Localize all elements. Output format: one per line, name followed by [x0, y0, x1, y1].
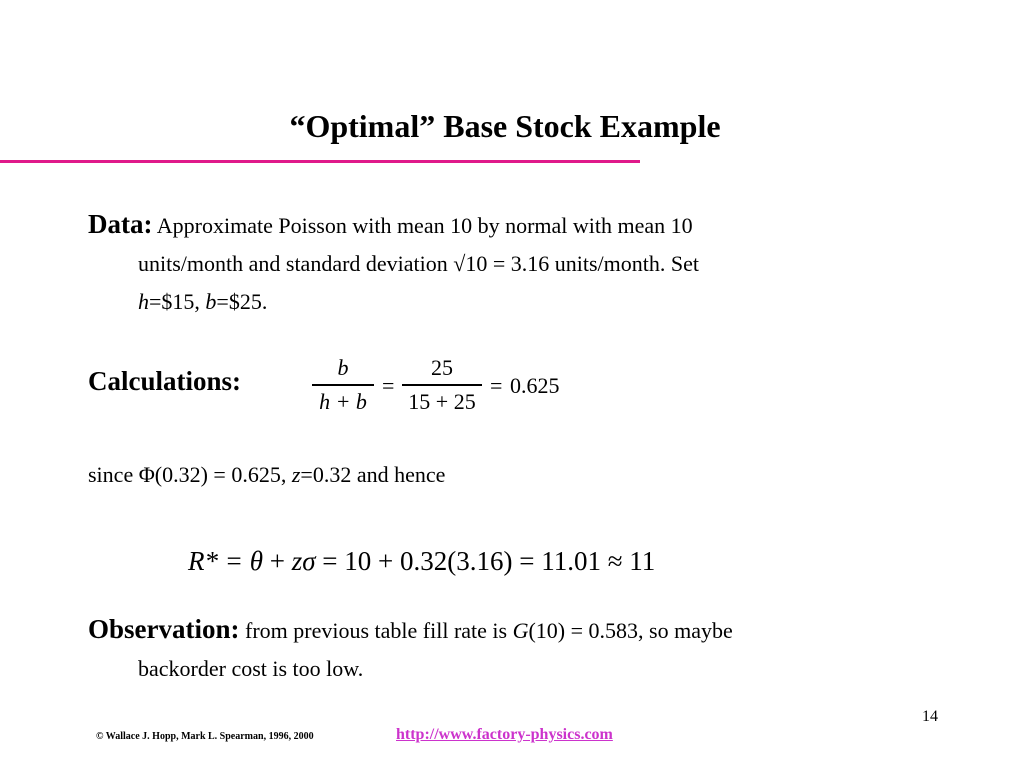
- fraction-1-numerator: b: [337, 355, 349, 380]
- h-variable: h: [138, 289, 149, 314]
- fraction-2-numerator: 25: [431, 355, 453, 380]
- fraction-25-over-15-plus-25: [402, 352, 482, 418]
- g-variable: G: [512, 618, 529, 643]
- base-stock-result: = 10 + 0.32(3.16) = 11.01 ≈ 11: [315, 546, 656, 576]
- plus-sign: +: [262, 546, 292, 576]
- observation-line-2: backorder cost is too low.: [138, 656, 364, 681]
- fraction-b-over-h-plus-b: [312, 352, 374, 418]
- data-paragraph: [88, 205, 948, 321]
- theta-symbol: θ: [249, 546, 263, 576]
- observation-text-2: (10) = 0.583, so maybe: [528, 618, 733, 643]
- b-variable: b: [205, 289, 217, 314]
- fraction-2-denominator: 15 + 25: [408, 388, 476, 414]
- title-underline: [0, 160, 640, 163]
- observation-text-1: from previous table fill rate is: [245, 618, 513, 643]
- page-number: 14: [922, 708, 938, 725]
- data-label: Data:: [88, 209, 153, 239]
- b-value: =$25.: [216, 289, 268, 314]
- data-line-2: units/month and standard deviation √10 = 3.16 units/month. Set: [138, 251, 699, 276]
- copyright-notice: © Wallace J. Hopp, Mark L. Spearman, 1996, 2000: [96, 731, 314, 742]
- equals-sign-1: =: [382, 373, 395, 398]
- h-value: =$15,: [149, 289, 206, 314]
- z-sigma-term: zσ: [291, 546, 316, 576]
- z-variable: z: [291, 462, 301, 487]
- observation-label: Observation:: [88, 614, 240, 644]
- observation-paragraph: [88, 610, 968, 688]
- since-statement: [88, 462, 445, 488]
- calculations-label: Calculations:: [88, 366, 242, 396]
- fraction-1-denominator: h + b: [319, 388, 367, 414]
- critical-ratio-result: 0.625: [510, 373, 560, 398]
- data-line-1: Approximate Poisson with mean 10 by normal with mean 10: [156, 213, 693, 238]
- since-text-2: =0.32 and hence: [300, 462, 446, 487]
- slide-title: “Optimal” Base Stock Example: [289, 108, 721, 144]
- r-star-lhs: R* =: [188, 546, 250, 576]
- equals-sign-2: =: [490, 373, 503, 398]
- factory-physics-link[interactable]: http://www.factory-physics.com: [396, 726, 613, 743]
- base-stock-equation: [188, 546, 655, 577]
- since-text-1: since Φ(0.32) = 0.625,: [88, 462, 292, 487]
